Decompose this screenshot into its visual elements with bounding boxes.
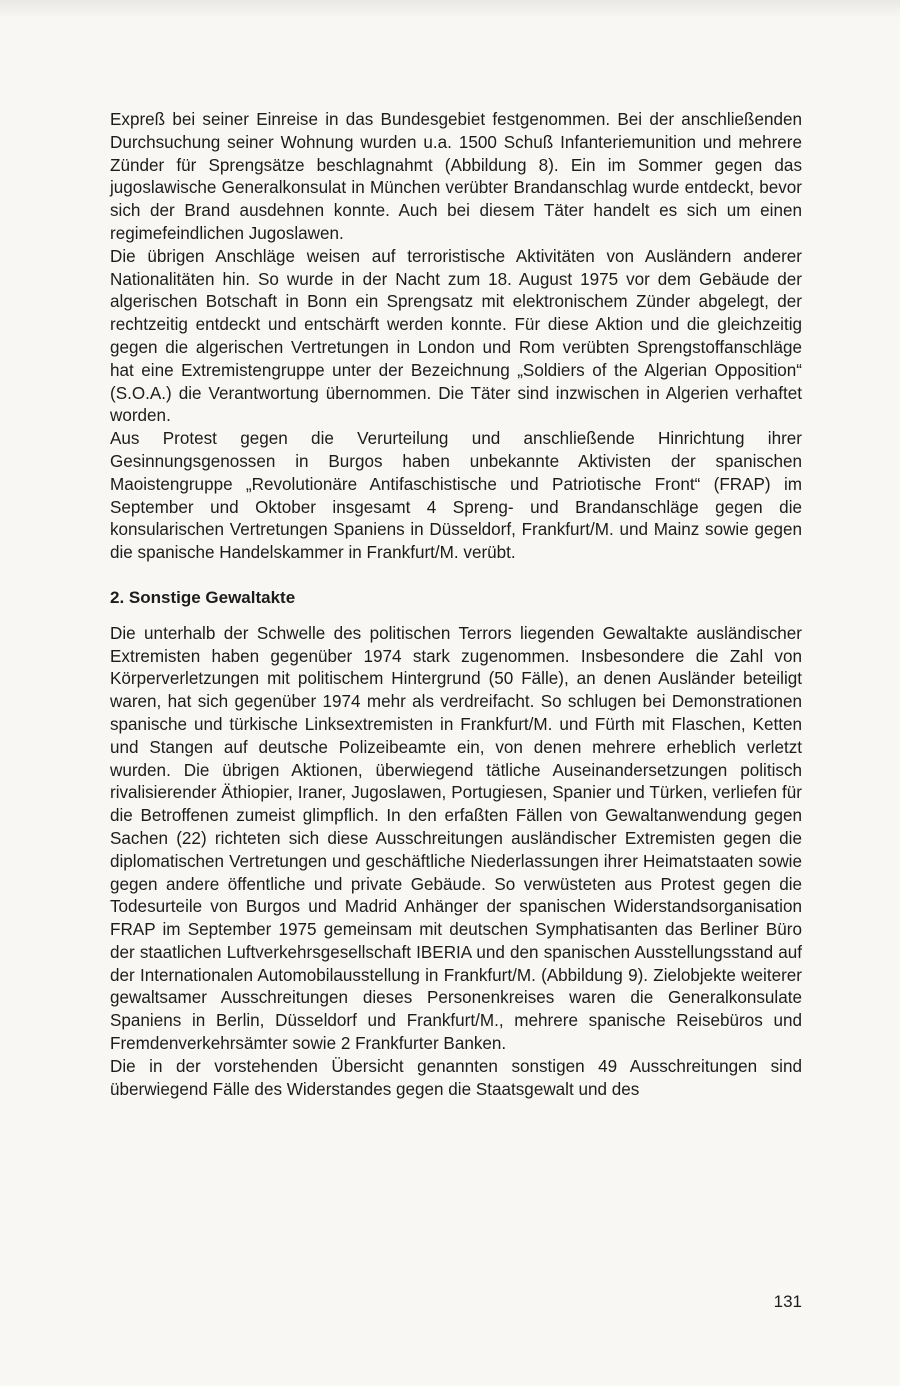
paragraph-arrest: Expreß bei seiner Einreise in das Bundesgebiet festgenommen. Bei der anschließenden Durchsuchung seiner Wohnung wurden u.a. 1500 Schuß Infanteriemunition und mehrere Zünder für Sprengsätze beschlagnahmt (Abbildung 8). Ein im Sommer gegen das jugoslawische Generalkonsulat in München verübter Brandanschlag wurde entdeckt, bevor sich der Brand ausdehnen konnte. Auch bei diesem Täter handelt es sich um einen regimefeindlichen Jugoslawen. — [110, 110, 802, 243]
paragraph-frap-attacks: Aus Protest gegen die Verurteilung und anschließende Hinrichtung ihrer Gesinnungsgenossen in Burgos haben unbekannte Aktivisten der spanischen Maoistengruppe „Revolutionäre Antifaschistische und Patriotische Front“ (FRAP) im September und Oktober insgesamt 4 Spreng- und Brandanschläge gegen die konsularischen Vertretungen Spaniens in Düsseldorf, Frankfurt/M. und Mainz sowie gegen die spanische Handelskammer in Frankfurt/M. verübt. — [110, 429, 802, 563]
paragraph-other-incidents: Die in der vorstehenden Übersicht genannten sonstigen 49 Ausschreitungen sind überwiegend Fälle des Widerstandes gegen die Staatsgewalt und des — [110, 1056, 802, 1099]
paragraph-violence: Die unterhalb der Schwelle des politischen Terrors liegenden Gewaltakte ausländischer Extremisten haben gegenüber 1974 stark zugenommen. Insbesondere die Zahl von Körperverletzungen mit politischem Hintergrund (50 Fälle), an denen Ausländer beteiligt waren, hat sich gegenüber 1974 mehr als verdreifacht. So schlugen bei Demonstrationen spanische und türkische Linksextremisten in Frankfurt/M. und Fürth mit Flaschen, Ketten und Stangen auf deutsche Polizeibeamte ein, von denen mehrere erheblich verletzt wurden. Die übrigen Aktionen, überwiegend tätliche Auseinandersetzungen politisch rivalisierender Äthiopier, Iraner, Jugoslawen, Portugiesen, Spanier und Türken, verliefen für die Betroffenen zumeist glimpflich. In den erfaßten Fällen von Gewaltanwendung gegen Sachen (22) richteten sich diese Ausschreitungen ausländischer Extremisten gegen die diplomatischen Vertretungen und geschäftliche Niederlassungen ihrer Heimatstaaten sowie gegen andere öffentliche und private Gebäude. So verwüsteten aus Protest gegen die Todesurteile von Burgos und Madrid Anhänger der spanischen Widerstandsorganisation FRAP im September 1975 gemeinsam mit deutschen Symphatisanten das Berliner Büro der staatlichen Luftverkehrsgesellschaft IBERIA und den spanischen Ausstellungsstand auf der Internationalen Automobilausstellung in Frankfurt/M. (Abbildung 9). Zielobjekte weiterer gewaltsamer Ausschreitungen dieses Personenkreises waren die Generalkonsulate Spaniens in Berlin, Düsseldorf und Frankfurt/M., mehrere spanische Reisebüros und Fremdenverkehrsämter sowie 2 Frankfurter Banken. — [110, 623, 802, 1054]
body-text — [110, 109, 802, 1101]
section-heading: 2. Sonstige Gewaltakte — [110, 587, 296, 607]
page-number: 131 — [773, 1292, 802, 1311]
paragraph-algerian-embassy: Die übrigen Anschläge weisen auf terroristische Aktivitäten von Ausländern anderer Nationalitäten hin. So wurde in der Nacht zum 18. August 1975 vor dem Gebäude der algerischen Botschaft in Bonn ein Sprengsatz mit elektronischem Zünder abgelegt, der rechtzeitig entdeckt und entschärft werden konnte. Für diese Aktion und die gleichzeitig gegen die algerischen Vertretungen in London und Rom verübten Sprengstoffanschläge hat eine Extremistengruppe unter der Bezeichnung „Soldiers of the Algerian Opposition“ (S.O.A.) die Verantwortung übernommen. Die Täter sind inzwischen in Algerien verhaftet worden. — [110, 246, 802, 426]
scan-edge-shadow — [0, 0, 900, 18]
